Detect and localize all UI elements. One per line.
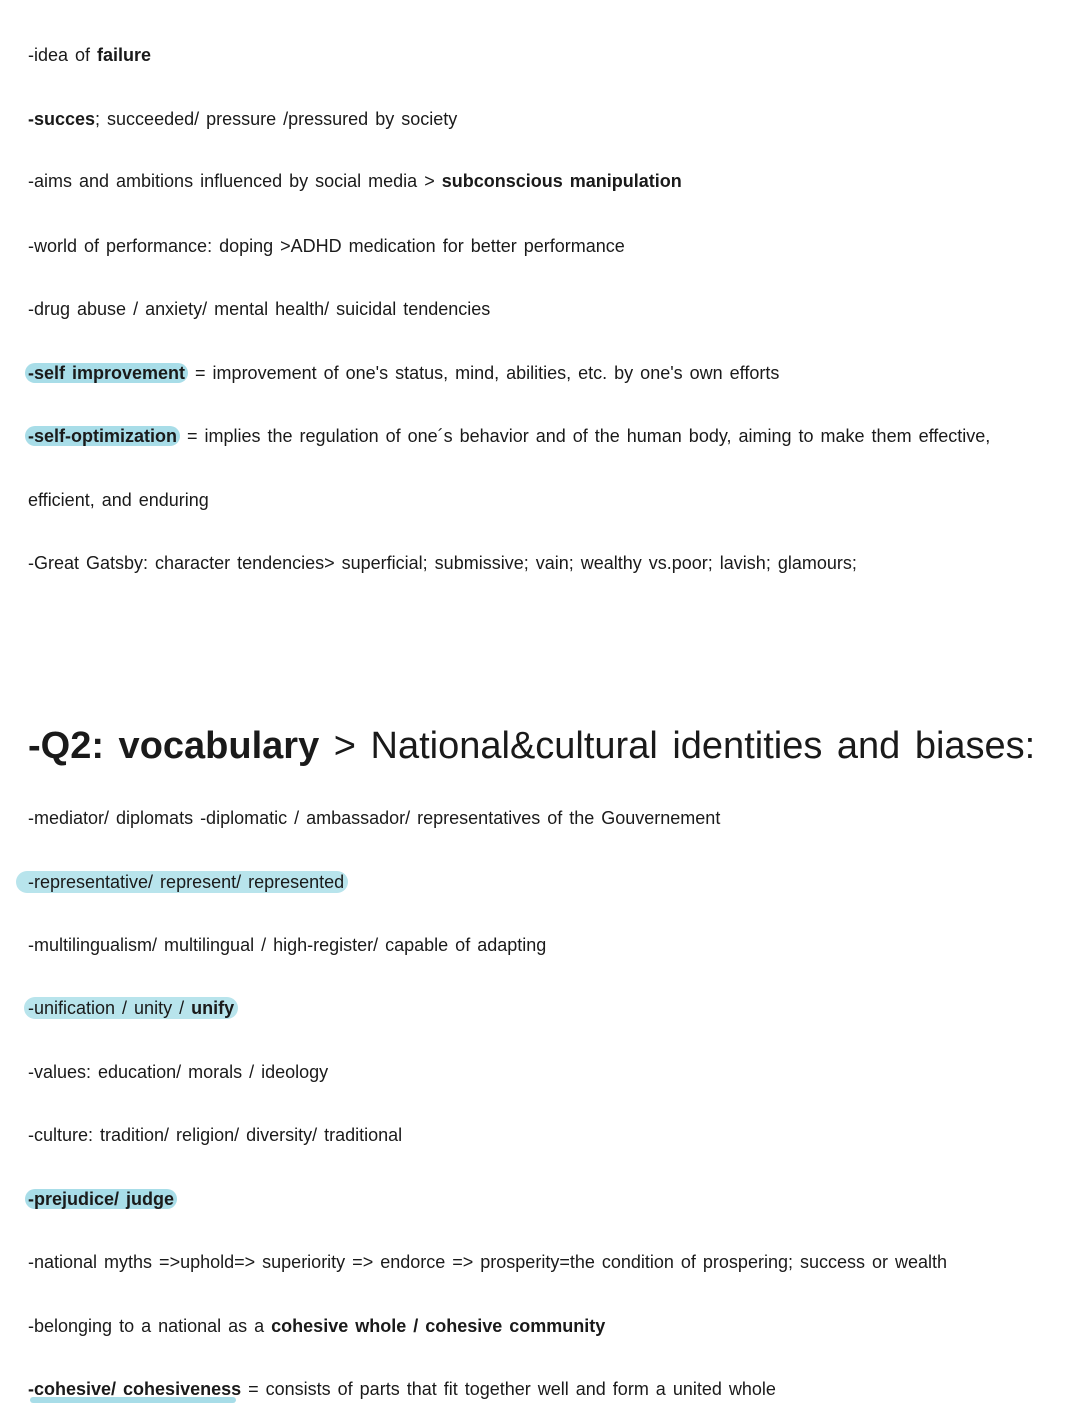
vocab-line-representative — [28, 870, 348, 894]
vocab-line-prejudice — [28, 1187, 177, 1211]
vocab-line-multilingualism: -multilingualism/ multilingual / high-register/ capable of adapting — [28, 935, 547, 955]
note-line-performance: -world of performance: doping >ADHD medication for better performance — [28, 236, 625, 256]
note-line-failure: -idea of failure — [28, 45, 152, 65]
vocab-line-culture: -culture: tradition/ religion/ diversity/ traditional — [28, 1125, 403, 1145]
vocab-line-cohesive: -cohesive/ cohesiveness = consists of parts that fit together well and form a united whole — [28, 1379, 776, 1399]
keyword-unify: unify — [191, 998, 235, 1018]
note-line-aims: -aims and ambitions influenced by social media > subconscious manipulation — [28, 171, 682, 191]
note-line-great-gatsby: -Great Gatsby: character tendencies> superficial; submissive; vain; wealthy vs.poor; lavish; glamours; — [28, 553, 857, 573]
heading-rest: > National&cultural identities and biases: — [319, 725, 1036, 767]
keyword-cohesive-whole: cohesive whole / cohesive community — [271, 1316, 606, 1336]
note-line-self-improvement: -self improvement = improvement of one's status, mind, abilities, etc. by one's own efforts — [28, 361, 779, 385]
note-line-self-optimization-cont: efficient, and enduring — [28, 490, 209, 510]
vocab-line-unification — [28, 996, 238, 1020]
note-line-drug-abuse: -drug abuse / anxiety/ mental health/ suicidal tendencies — [28, 299, 491, 319]
highlighted-term-self-improvement: -self improvement — [25, 363, 188, 383]
note-line-success: -succes; succeeded/ pressure /pressured by society — [28, 109, 458, 129]
vocab-line-belonging: -belonging to a national as a cohesive whole / cohesive community — [28, 1316, 606, 1336]
keyword-succes: -succes — [28, 109, 96, 129]
highlighted-term-unification: -unification / unity / unify — [24, 997, 238, 1019]
highlighted-term-prejudice: -prejudice/ judge — [25, 1189, 177, 1209]
vocab-line-mediator: -mediator/ diplomats -diplomatic / ambassador/ representatives of the Gouvernement — [28, 808, 721, 828]
keyword-subconscious-manipulation: subconscious manipulation — [441, 171, 682, 191]
note-line-self-optimization: -self-optimization = implies the regulation of one´s behavior and of the human body, aiming to make them effective, — [28, 424, 990, 448]
heading-bold-part: -Q2: vocabulary — [28, 725, 320, 767]
vocab-line-values: -values: education/ morals / ideology — [28, 1062, 329, 1082]
highlighted-term-representative: -representative/ represent/ represented — [16, 871, 348, 893]
keyword-cohesive: -cohesive/ cohesiveness — [28, 1379, 242, 1399]
section-heading-q2 — [28, 722, 1035, 770]
vocab-line-national-myths: -national myths =>uphold=> superiority => endorce => prosperity=the condition of prospering; success or wealth — [28, 1252, 948, 1272]
keyword-failure: failure — [97, 45, 152, 65]
highlighted-term-self-optimization: -self-optimization — [25, 426, 180, 446]
